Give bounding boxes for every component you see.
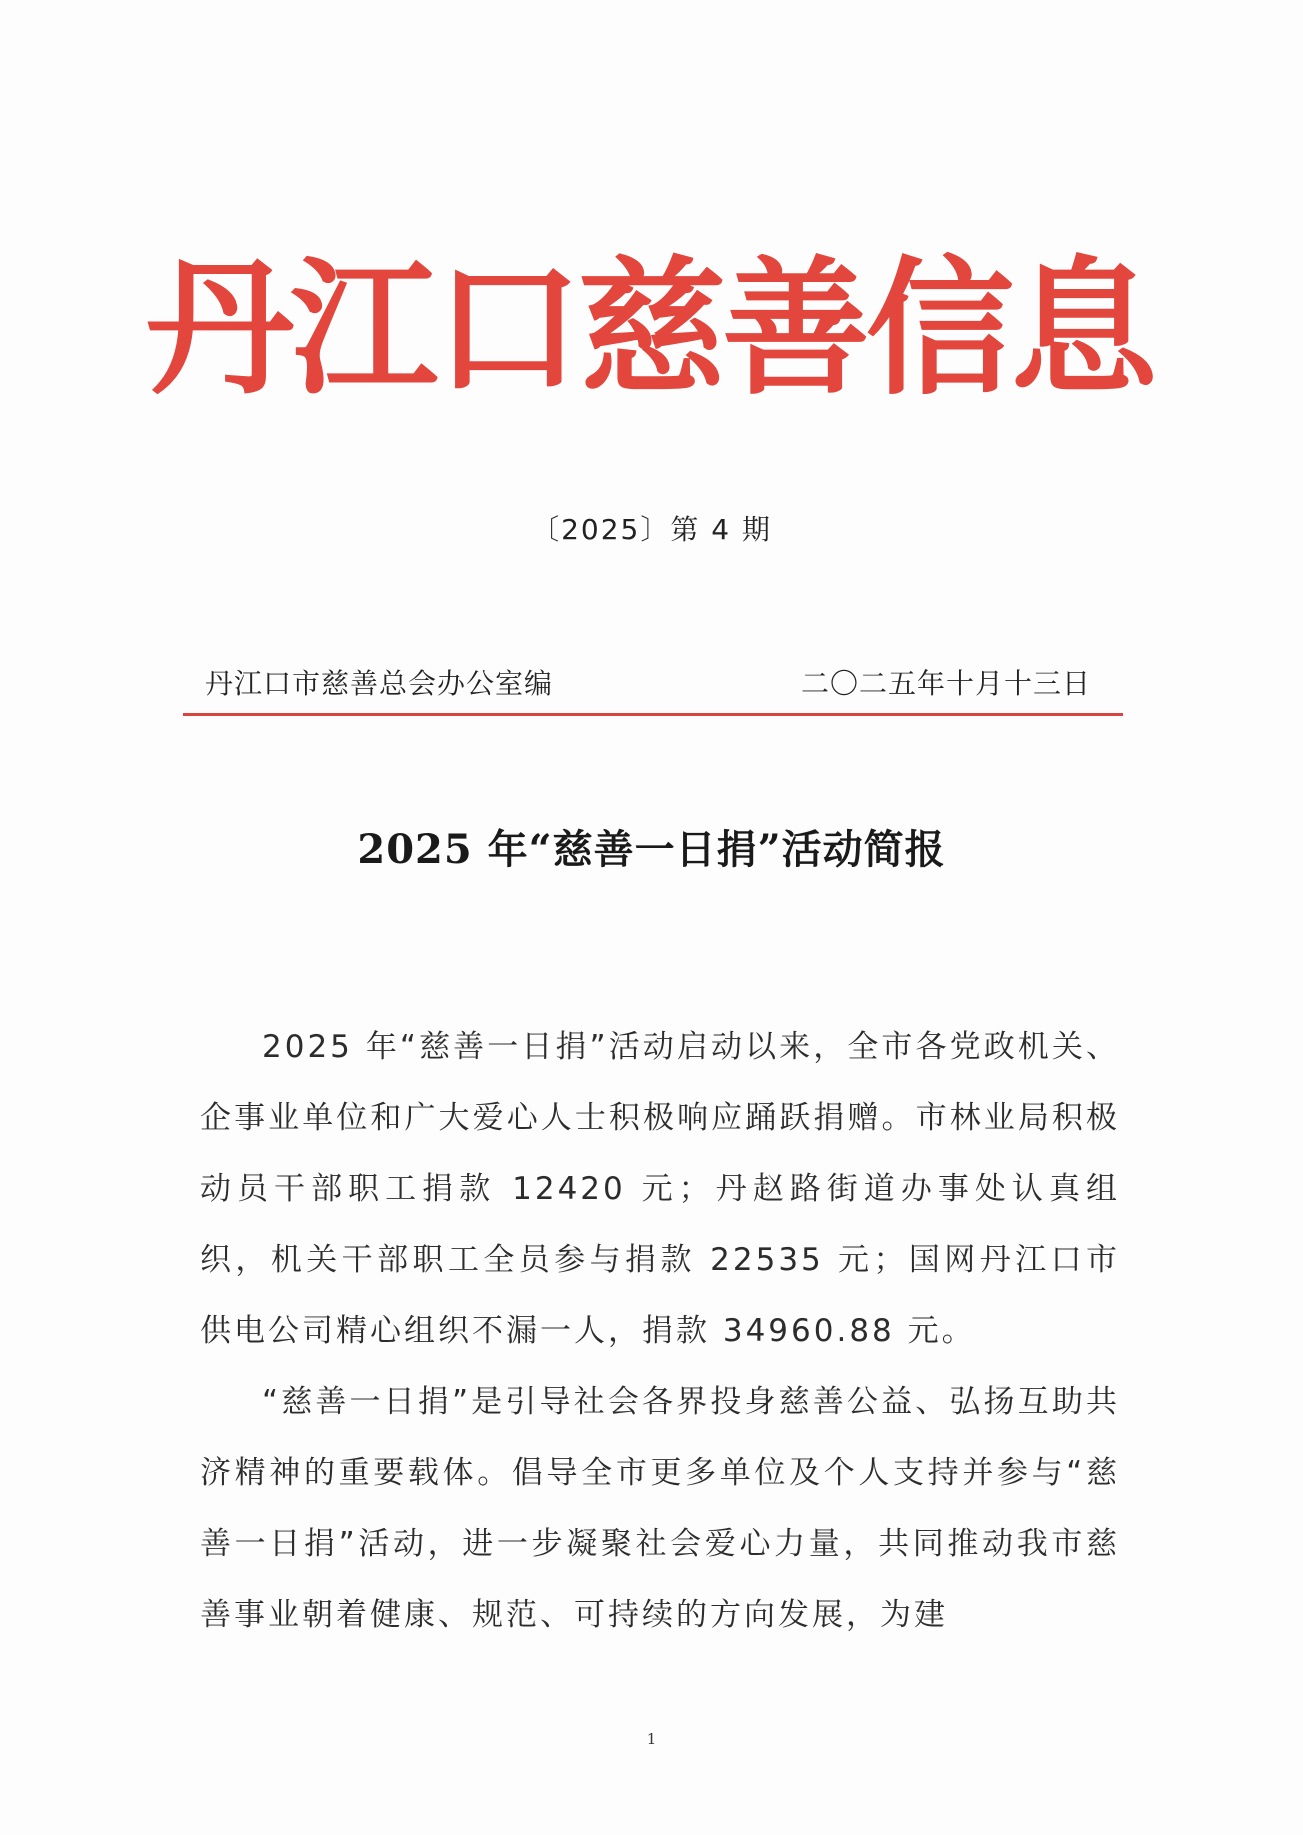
masthead-title-graphic <box>146 200 1154 440</box>
article-paragraph: 2025 年“慈善一日捐”活动启动以来，全市各党政机关、企事业单位和广大爱心人士积极响应踊跃捐赠。市林业局积极动员干部职工捐款 12420 元；丹赵路街道办事处认真组织，机关干部职工全员参与捐款 22535 元；国网丹江口市供电公司精心组织不漏一人，捐款 34960.88 元。 <box>200 1029 1120 1349</box>
header-divider <box>183 713 1123 716</box>
masthead <box>146 200 1154 440</box>
page-number: 1 <box>646 1730 657 1748</box>
publish-date: 二〇二五年十月十三日 <box>800 667 1091 700</box>
masthead-title: 丹江口慈善信息 <box>146 241 1154 415</box>
editor-credit: 丹江口市慈善总会办公室编 <box>205 667 554 700</box>
article-title: 2025 年“慈善一日捐”活动简报 <box>357 826 946 873</box>
article-body <box>200 1012 1120 1651</box>
issue-number: 〔2025〕第 4 期 <box>531 513 772 546</box>
article-paragraph: “慈善一日捐”是引导社会各界投身慈善公益、弘扬互助共济精神的重要载体。倡导全市更多单位及个人支持并参与“慈善一日捐”活动，进一步凝聚社会爱心力量，共同推动我市慈善事业朝着健康、规范、可持续的方向发展，为建 <box>200 1384 1120 1633</box>
